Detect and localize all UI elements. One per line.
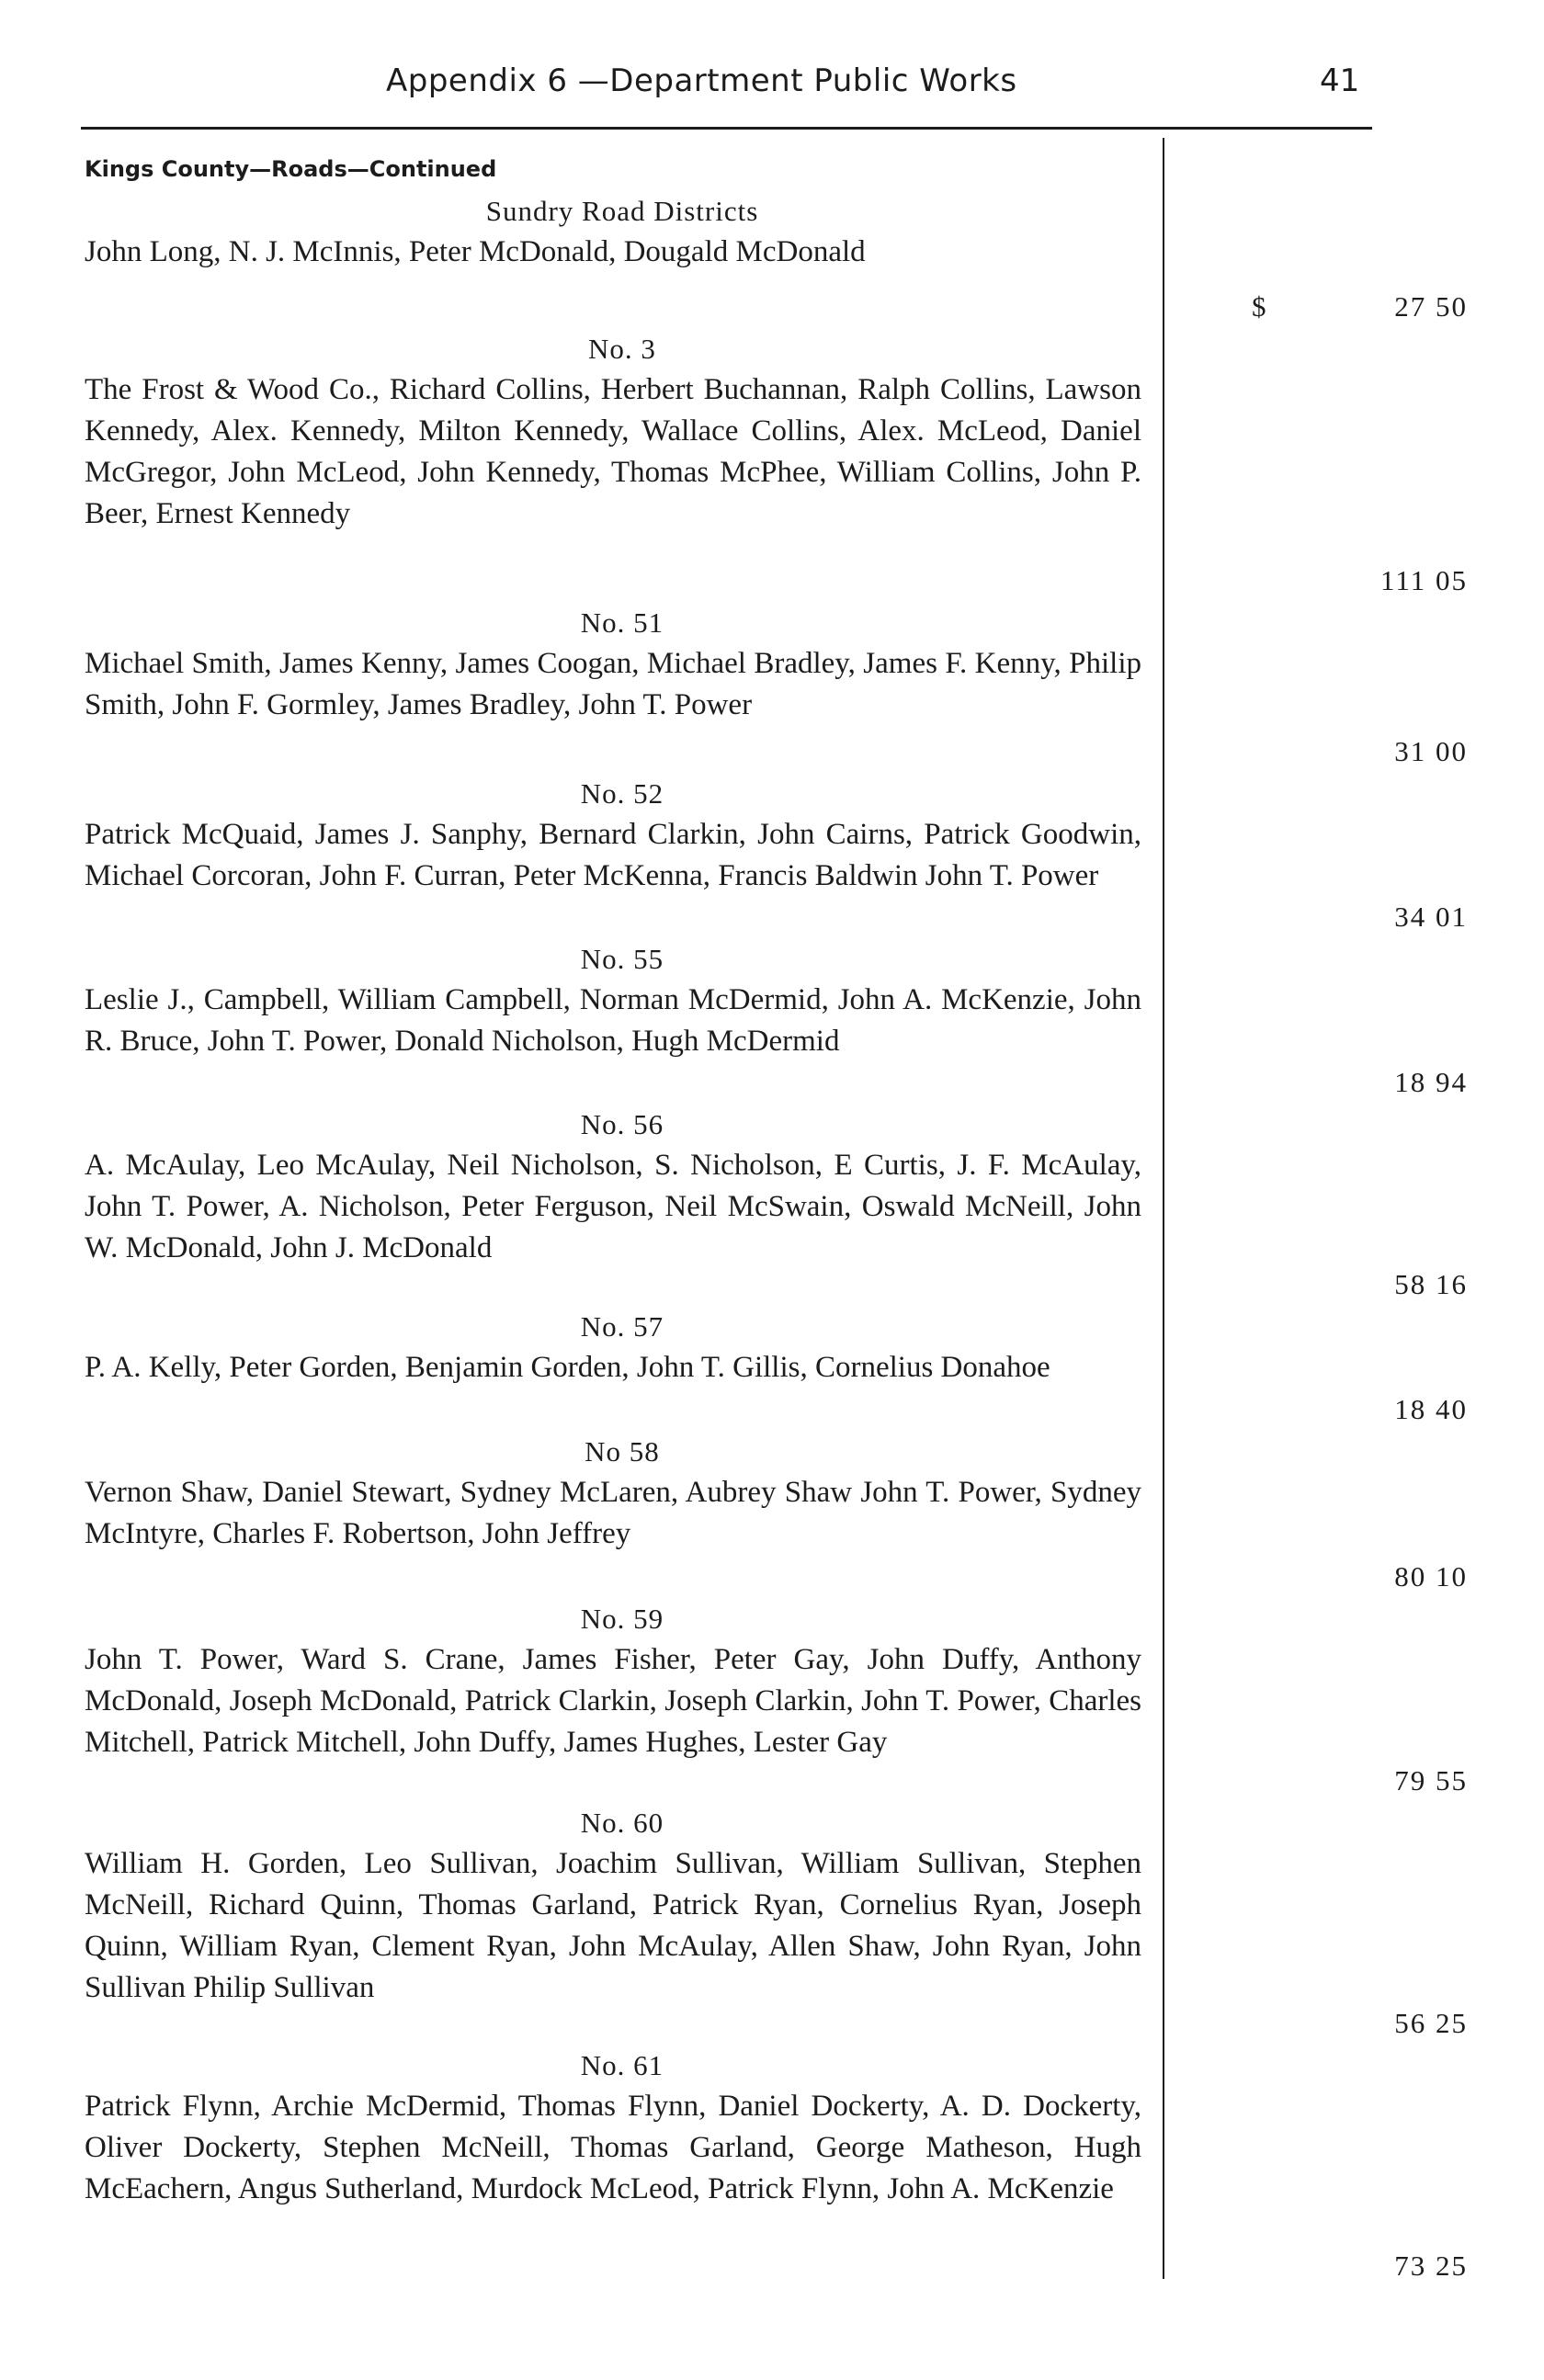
amount [1224,2245,1468,2286]
contractor-names: P. A. Kelly, Peter Gorden, Benjamin Gorden, John T. Gillis, Cornelius Donahoe [85,1351,1050,1384]
contractor-names: Patrick Flynn, Archie McDermid, Thomas Flynn, Daniel Dockerty, A. D. Dockerty, Oliver Dockerty, Stephen McNeill, Thomas Garland, George Matheson, Hugh McEachern, Angus Sutherland, Murdock McLeod, Patrick Flynn, John A. McKenzie [85,2090,1141,2205]
district-entry [85,939,1468,1105]
amount [1224,286,1468,327]
amount-value: 18 40 [1394,1393,1468,1425]
amount [1224,560,1468,601]
district-heading: No. 56 [580,1108,664,1140]
district-entry [85,774,1468,939]
district-heading: No. 55 [580,943,664,975]
amount-column-rule [1163,138,1164,2279]
header-rule [81,127,1372,130]
district-entry [85,1803,1468,2046]
contractor-names: William H. Gorden, Leo Sullivan, Joachim Sullivan, William Sullivan, Stephen McNeill, Richard Quinn, Thomas Garland, Patrick Ryan, Cornelius Ryan, Joseph Quinn, William Ryan, Clement Ryan, John McAulay, Allen Shaw, John Ryan, John Sullivan Philip Sullivan [85,1847,1141,2004]
section-label: Kings County—Roads—Continued [85,156,497,182]
district-entries [85,191,1468,2288]
amount-value: 34 01 [1394,901,1468,933]
district-entry [85,1599,1468,1803]
amount-value: 27 50 [1394,290,1468,323]
amount-value: 58 16 [1394,1268,1468,1300]
district-entry [85,2046,1468,2288]
currency-symbol: $ [1252,290,1268,323]
contractor-names: Patrick McQuaid, James J. Sanphy, Bernard Clarkin, John Cairns, Patrick Goodwin, Michael Corcoran, John F. Curran, Peter McKenna, Francis Baldwin John T. Power [85,818,1141,892]
contractor-names: John T. Power, Ward S. Crane, James Fisher, Peter Gay, John Duffy, Anthony McDonald, Joseph McDonald, Patrick Clarkin, Joseph Clarkin, John T. Power, Charles Mitchell, Patrick Mitchell, John Duffy, James Hughes, Lester Gay [85,1643,1141,1759]
amount-value: 18 94 [1394,1066,1468,1098]
amount [1224,1388,1468,1430]
district-heading: No. 52 [580,777,664,810]
running-head: Appendix 6 —Department Public Works [386,62,1017,99]
district-entry [85,1105,1468,1307]
amount [1224,896,1468,937]
contractor-names: John Long, N. J. McInnis, Peter McDonald, Dougald McDonald [85,235,866,268]
district-heading: No. 60 [580,1807,664,1839]
amount [1224,1556,1468,1597]
amount [1224,731,1468,772]
amount-value: 111 05 [1380,564,1468,596]
contractor-names: Leslie J., Campbell, William Campbell, Norman McDermid, John A. McKenzie, John R. Bruce, John T. Power, Donald Nicholson, Hugh McDermid [85,983,1141,1058]
contractor-names: The Frost & Wood Co., Richard Collins, Herbert Buchannan, Ralph Collins, Lawson Kennedy, Alex. Kennedy, Milton Kennedy, Wallace Collins, Alex. McLeod, Daniel McGregor, John McLeod, John Kennedy, Thomas McPhee, William Collins, John P. Beer, Ernest Kennedy [85,373,1141,530]
district-entry [85,191,1468,329]
contractor-names: Vernon Shaw, Daniel Stewart, Sydney McLaren, Aubrey Shaw John T. Power, Sydney McIntyre, Charles F. Robertson, John Jeffrey [85,1476,1141,1550]
contractor-names: A. McAulay, Leo McAulay, Neil Nicholson, S. Nicholson, E Curtis, J. F. McAulay, John T. Power, A. Nicholson, Peter Ferguson, Neil McSwain, Oswald McNeill, John W. McDonald, John J. McDonald [85,1149,1141,1264]
contractor-names: Michael Smith, James Kenny, James Coogan, Michael Bradley, James F. Kenny, Philip Smith, John F. Gormley, James Bradley, John T. Power [85,647,1141,721]
district-heading: No. 57 [580,1310,664,1343]
district-heading: No. 59 [580,1603,664,1635]
amount-value: 73 25 [1394,2250,1468,2282]
amount [1224,1760,1468,1801]
amount-value: 79 55 [1394,1764,1468,1796]
amount-value: 31 00 [1394,735,1468,767]
district-entry [85,1432,1468,1599]
district-heading: No. 51 [580,606,664,639]
district-heading: Sundry Road Districts [485,195,759,227]
district-entry [85,329,1468,603]
district-heading: No. 61 [580,2049,664,2081]
district-entry [85,603,1468,774]
amount [1224,1264,1468,1305]
district-entry [85,1307,1468,1432]
district-heading: No. 3 [588,333,656,365]
page-number: 41 [1320,62,1360,99]
amount-value: 80 10 [1394,1560,1468,1592]
amount-value: 56 25 [1394,2007,1468,2039]
amount [1224,2002,1468,2044]
district-heading: No 58 [585,1435,660,1468]
amount [1224,1061,1468,1103]
